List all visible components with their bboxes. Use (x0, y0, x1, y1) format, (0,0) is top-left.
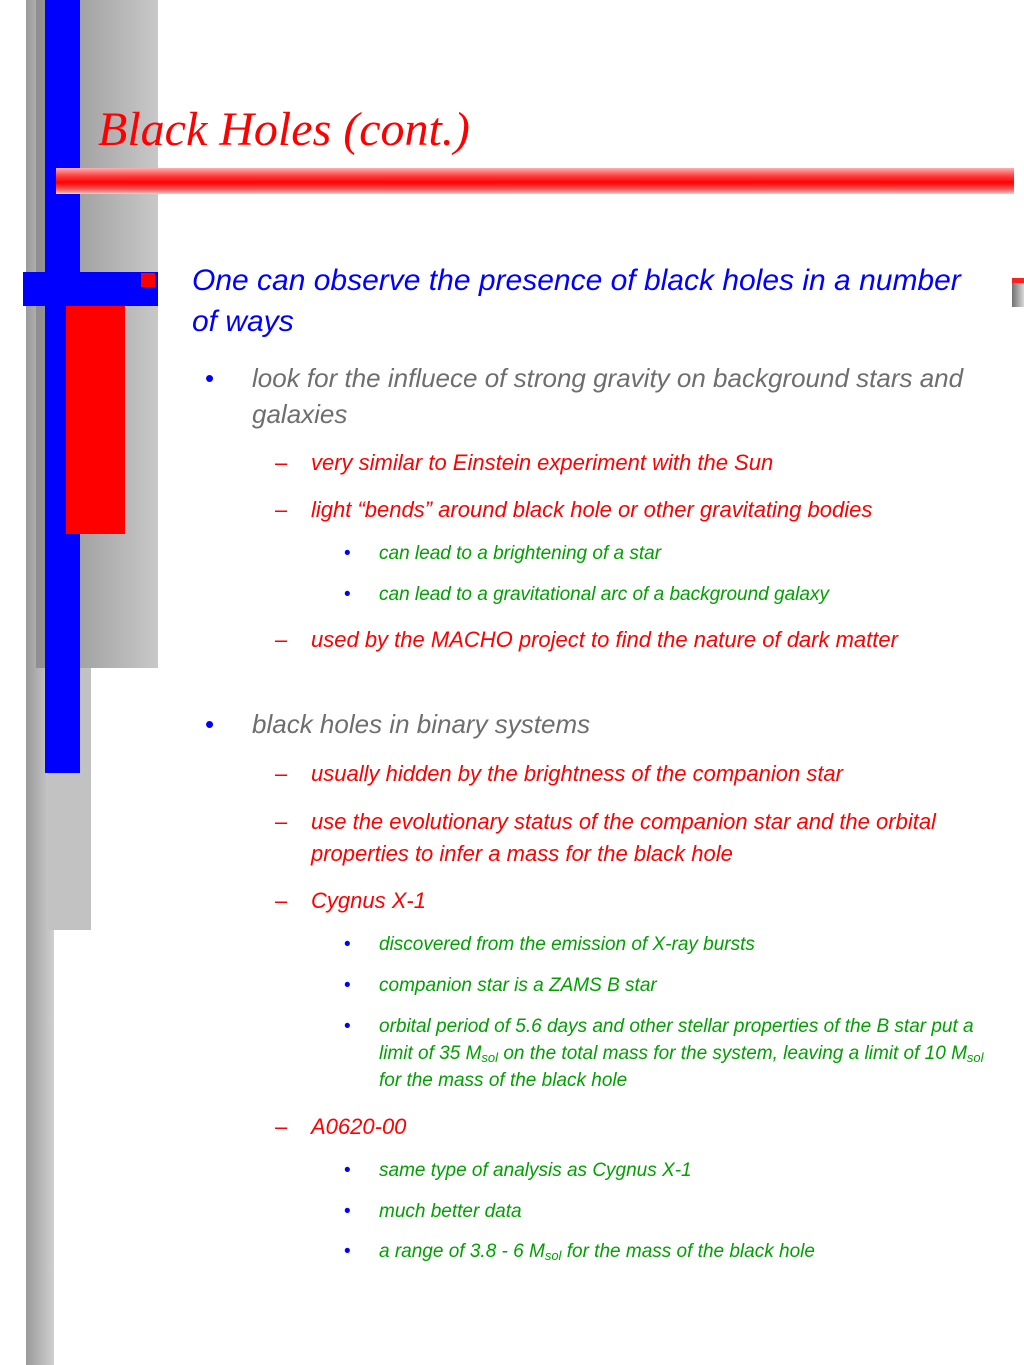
dash-icon: – (275, 450, 288, 475)
dash-icon: – (275, 888, 288, 913)
sol-subscript: sol (966, 1050, 984, 1065)
main-bullet-text: One can observe the presence of black holes in a number of ways (192, 264, 961, 338)
section-1-item-1: very similar to Einstein experiment with the Sun (311, 450, 774, 475)
section-2-item-2: use the evolutionary status of the companion star and the orbital properties to infer a mass for the black hole (311, 809, 936, 866)
section-1-item-3: used by the MACHO project to find the nature of dark matter (311, 627, 898, 652)
bullet-icon: • (344, 1016, 351, 1037)
title-underline-rule (56, 168, 1014, 194)
bullet-icon: • (205, 709, 215, 739)
decor-red-block (66, 306, 125, 534)
dash-icon: – (275, 1114, 288, 1139)
dash-icon: – (275, 497, 288, 522)
cygnus-sub-1: discovered from the emission of X-ray bursts (379, 934, 755, 955)
bullet-icon: • (344, 934, 351, 955)
section-1-item-2-sub-2: can lead to a gravitational arc of a background galaxy (379, 584, 829, 605)
cygnus-sub-2: companion star is a ZAMS B star (379, 975, 657, 996)
section-2-item-1: usually hidden by the brightness of the companion star (311, 761, 843, 786)
range-text-part-1: a range of 3.8 - 6 M (379, 1241, 545, 1262)
dash-icon: – (275, 627, 288, 652)
cygnus-sub-3 (379, 1013, 994, 1094)
bullet-icon: • (344, 1201, 351, 1222)
decor-blue-horizontal-bar (23, 272, 158, 306)
dash-icon: – (275, 809, 288, 834)
orbital-text-part-3: for the mass of the black hole (379, 1070, 628, 1091)
section-2-item-3: Cygnus X-1 (311, 888, 426, 913)
decor-right-grey-tick (1012, 283, 1024, 307)
bullet-icon: • (344, 1241, 351, 1262)
a0620-sub-2: much better data (379, 1201, 522, 1222)
section-1-item-2: light “bends” around black hole or other gravitating bodies (311, 497, 873, 522)
range-text-part-2: for the mass of the black hole (561, 1241, 815, 1262)
section-1-heading: look for the influece of strong gravity on background stars and galaxies (252, 363, 964, 429)
section-1-item-2-sub-1: can lead to a brightening of a star (379, 543, 662, 564)
orbital-text-part-1: orbital period of 5.6 days and other stellar properties of the B star put a limit of 35 M (379, 1016, 974, 1064)
dash-icon: – (275, 761, 288, 786)
sol-subscript: sol (544, 1248, 562, 1263)
bullet-icon: • (205, 363, 215, 393)
bullet-icon: • (344, 1160, 351, 1181)
orbital-text-part-2: on the total mass for the system, leaving a limit of 10 M (498, 1043, 967, 1064)
section-2-heading: black holes in binary systems (252, 709, 591, 739)
section-2-item-4: A0620-00 (311, 1114, 407, 1139)
a0620-sub-1: same type of analysis as Cygnus X-1 (379, 1160, 692, 1181)
sol-subscript: sol (481, 1050, 499, 1065)
square-bullet-icon (141, 273, 155, 287)
bullet-icon: • (344, 543, 351, 564)
a0620-sub-3 (379, 1238, 994, 1265)
bullet-icon: • (344, 584, 351, 605)
bullet-icon: • (344, 975, 351, 996)
slide-title: Black Holes (cont.) (98, 103, 470, 156)
